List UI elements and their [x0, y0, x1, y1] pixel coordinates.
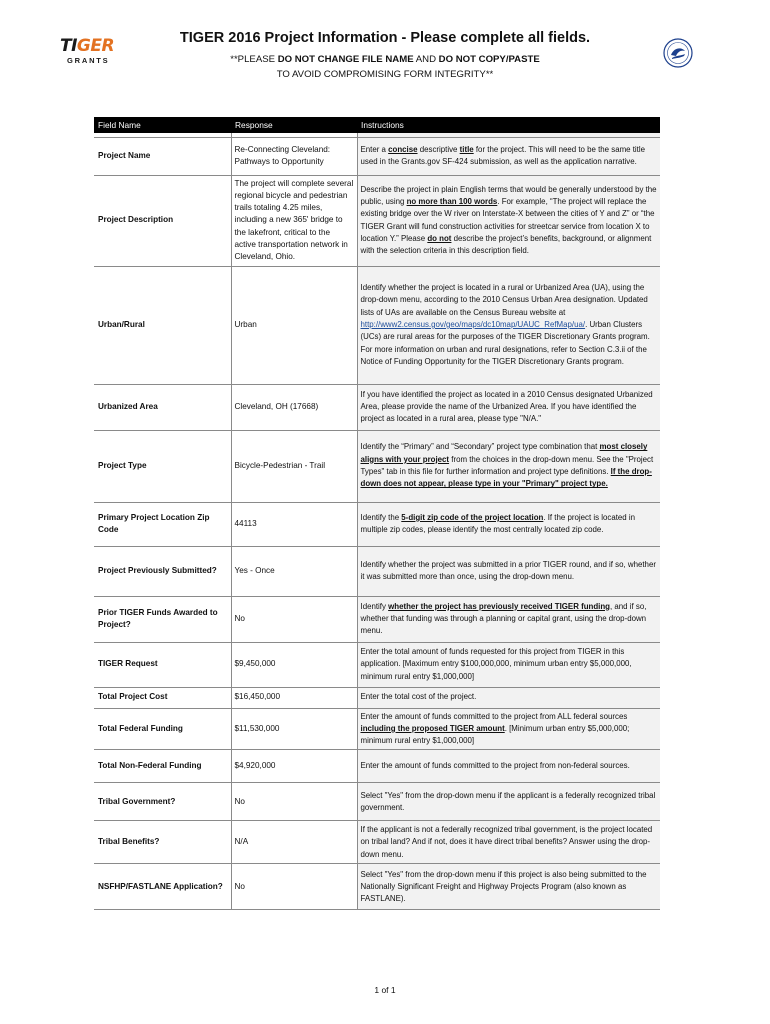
field-name-cell: Tribal Government? [94, 783, 231, 821]
instruction-text: Identify the [360, 512, 402, 522]
instruction-text: Enter the amount of funds committed to the project from non-federal sources. [360, 761, 630, 771]
instruction-text: descriptive [417, 144, 460, 154]
instructions-cell [357, 708, 660, 750]
notice-text-2: AND [413, 54, 439, 65]
instruction-text: Select "Yes" from the drop-down menu if the applicant is a federally recognized tribal government. [360, 790, 656, 812]
instruction-text: If you have identified the project as located in a 2010 Census designated Urbanized Area, please provide the name of the Urbanized Area. If you have identified the project as located in a rural area, please type "N/A." [360, 389, 653, 424]
table-row [94, 137, 660, 175]
response-cell[interactable]: No [231, 596, 357, 642]
instruction-text: no more than 100 words [406, 196, 498, 206]
instruction-text: whether the project has previously received TIGER funding [388, 601, 611, 611]
table-row [94, 596, 660, 642]
instruction-text: If the drop-down does not appear, please type in your "Primary" project type. [360, 467, 652, 489]
instructions-cell [357, 384, 660, 430]
table-row [94, 708, 660, 750]
table-row [94, 266, 660, 384]
instructions-cell [357, 750, 660, 783]
instructions-cell [357, 266, 660, 384]
notice-text-3: TO AVOID COMPROMISING FORM INTEGRITY** [276, 69, 494, 80]
notice-bold-2: DO NOT COPY/PASTE [438, 54, 540, 65]
table-header-row [94, 117, 660, 133]
field-name-cell: TIGER Request [94, 642, 231, 687]
table-row [94, 502, 660, 546]
response-cell[interactable]: No [231, 783, 357, 821]
instruction-text: do not [427, 233, 452, 243]
logo-wordmark [60, 38, 122, 54]
table-row [94, 175, 660, 266]
instruction-text: Describe the project in plain English terms that would be generally understood by the public, using [360, 184, 657, 206]
instruction-text: If the applicant is not a federally recognized tribal government, is the project located on tribal land? And if not, does it have direct tribal benefits? Answer using the drop-down menu. [360, 825, 653, 859]
instruction-text: . Urban Clusters (UCs) are rural areas for the purposes of the TIGER Discretionary Grants program. For more information on urban and rural designations, refer to Section C.3.ii of the Notice of Funding Opportunity for the TIGER Discretionary Grants program. [360, 319, 650, 366]
col-header-instructions: Instructions [357, 117, 660, 133]
instruction-text: concise [388, 144, 418, 154]
col-header-response: Response [231, 117, 357, 133]
field-name-cell: Tribal Benefits? [94, 821, 231, 864]
instruction-text: . For example, “The project will replace the existing bridge over the W river on Interstate-X between the cities of Y and Z” or “the TIGER Grant will fund construction activities for streetcar service from location X to location Y.” Please [360, 196, 655, 243]
response-cell[interactable]: $9,450,000 [231, 642, 357, 687]
tiger-grants-logo [60, 38, 122, 66]
instructions-cell [357, 502, 660, 546]
instruction-text: Enter the total cost of the project. [360, 692, 477, 702]
instruction-text: . [Minimum urban entry $5,000,000; minimum rural entry $1,000,000] [360, 723, 630, 746]
field-name-cell: Total Project Cost [94, 687, 231, 708]
field-name-cell: Prior TIGER Funds Awarded to Project? [94, 596, 231, 642]
instruction-text: including the proposed TIGER amount [360, 723, 505, 733]
table-row [94, 750, 660, 783]
response-cell[interactable]: 44113 [231, 502, 357, 546]
instruction-text: Select "Yes" from the drop-down menu if this project is also being submitted to the Nationally Significant Freight and Highway Projects Program (also known as FASTLANE). [360, 869, 647, 904]
response-cell[interactable]: $16,450,000 [231, 687, 357, 708]
response-cell[interactable]: Bicycle-Pedestrian - Trail [231, 430, 357, 502]
response-cell[interactable]: $4,920,000 [231, 750, 357, 783]
instruction-text: Enter the amount of funds committed to the project from ALL federal sources [360, 711, 628, 721]
census-link[interactable]: http://www2.census.gov/geo/maps/dc10map/UAUC_RefMap/ua/ [360, 319, 586, 329]
instructions-cell [357, 864, 660, 910]
logo-grants: GRANTS [67, 56, 110, 65]
instruction-text: Identify [360, 601, 389, 611]
field-name-cell: Primary Project Location Zip Code [94, 502, 231, 546]
instruction-text: Identify whether the project is located in a rural or Urbanized Area (UA), using the drop-down menu, according to the 2010 Census Urban Area designation. Updated lists of UAs are available on the Census Bureau website at [360, 283, 648, 317]
project-info-table [94, 117, 660, 910]
instruction-text: title [459, 144, 474, 154]
instruction-text: for the project. This will need to be the same title used in the Grants.gov SF-424 submission, as well as the application narrative. [360, 144, 646, 166]
instruction-text: 5-digit zip code of the project location [401, 512, 544, 522]
logo-tiger-part1: TI [60, 36, 77, 56]
instructions-cell [357, 596, 660, 642]
page-title: TIGER 2016 Project Information - Please complete all fields. [179, 30, 591, 46]
table-row [94, 687, 660, 708]
response-cell[interactable]: N/A [231, 821, 357, 864]
col-header-field-name: Field Name [94, 117, 231, 133]
instructions-cell [357, 783, 660, 821]
field-name-cell: Project Type [94, 430, 231, 502]
table-body [94, 133, 660, 910]
instruction-text: describe the project’s benefits, background, or alignment with the selection criteria in this description field. [360, 233, 652, 256]
instruction-text: Identify the “Primary” and “Secondary” project type combination that [360, 442, 600, 452]
response-cell[interactable]: The project will complete several regional bicycle and pedestrian trails totaling 4.25 miles, including a new 365' bridge to the lakefront, critical to the active transportation network in Cleveland, Ohio. [231, 175, 357, 266]
table-row [94, 783, 660, 821]
field-name-cell: Total Non-Federal Funding [94, 750, 231, 783]
instructions-cell [357, 687, 660, 708]
instructions-cell [357, 430, 660, 502]
table-row [94, 864, 660, 910]
logo-tiger-part2: GER [76, 36, 115, 56]
table-row [94, 821, 660, 864]
response-cell[interactable]: Urban [231, 266, 357, 384]
instruction-text: most closely aligns with your project [360, 442, 648, 464]
field-name-cell: Project Description [94, 175, 231, 266]
response-cell[interactable]: Re-Connecting Cleveland: Pathways to Opportunity [231, 137, 357, 175]
table-row [94, 546, 660, 596]
instructions-cell [357, 546, 660, 596]
field-name-cell: Project Name [94, 137, 231, 175]
instruction-text: from the choices in the drop-down menu. See the "Project Types" tab in this file for further information and project type definitions. [360, 454, 654, 477]
form-integrity-notice [120, 52, 650, 82]
dot-seal-icon [663, 38, 693, 68]
response-cell[interactable]: Yes - Once [231, 546, 357, 596]
table-row [94, 642, 660, 687]
table-row [94, 384, 660, 430]
response-cell[interactable]: No [231, 864, 357, 910]
notice-text-1: **PLEASE [230, 54, 278, 65]
table-row [94, 430, 660, 502]
instructions-cell [357, 175, 660, 266]
response-cell[interactable]: Cleveland, OH (17668) [231, 384, 357, 430]
field-name-cell: Project Previously Submitted? [94, 546, 231, 596]
field-name-cell: NSFHP/FASTLANE Application? [94, 864, 231, 910]
instruction-text: Enter the total amount of funds requested for this project from TIGER in this application. [Maximum entry $100,000,000, minimum urban entry $5,000,000, minimum rural entry $1,000,000] [360, 647, 632, 681]
instruction-text: Identify whether the project was submitted in a prior TIGER round, and if so, whether it was submitted more than once, using the drop-down menu. [360, 559, 656, 582]
notice-bold-1: DO NOT CHANGE FILE NAME [277, 54, 414, 65]
instruction-text: , and if so, whether that funding was through a planning or capital grant, using the drop-down menu. [360, 601, 647, 636]
instruction-text: . If the project is located in multiple zip codes, please identify the most centrally located zip code. [360, 512, 636, 535]
field-name-cell: Urbanized Area [94, 384, 231, 430]
instructions-cell [357, 821, 660, 864]
page-number: 1 of 1 [374, 985, 396, 995]
instruction-text: Enter a [360, 144, 389, 154]
response-cell[interactable]: $11,530,000 [231, 708, 357, 750]
instructions-cell [357, 137, 660, 175]
instructions-cell [357, 642, 660, 687]
field-name-cell: Total Federal Funding [94, 708, 231, 750]
field-name-cell: Urban/Rural [94, 266, 231, 384]
